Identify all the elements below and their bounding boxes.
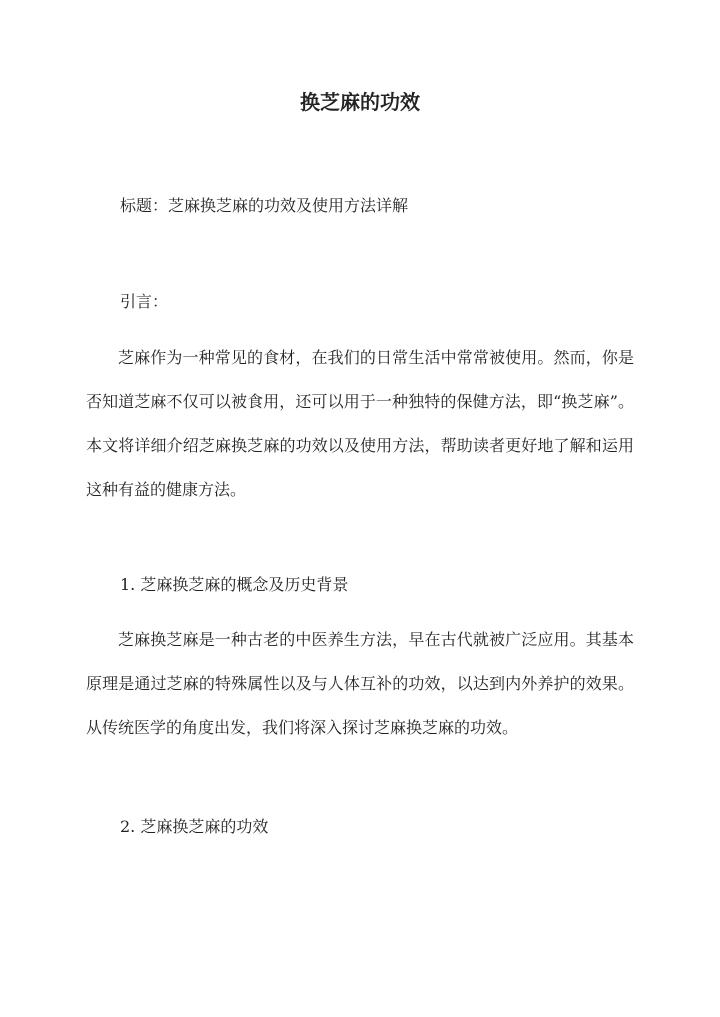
section-1-paragraph: 芝麻换芝麻是一种古老的中医养生方法，早在古代就被广泛应用。其基本原理是通过芝麻的特殊属性以及与人体互补的功效，以达到内外养护的效果。从传统医学的角度出发，我们将深入探讨芝麻换芝麻的功效。 xyxy=(86,630,634,737)
intro-paragraph: 芝麻作为一种常见的食材，在我们的日常生活中常常被使用。然而，你是否知道芝麻不仅可以被食用，还可以用于一种独特的保健方法，即“换芝麻”。本文将详细介绍芝麻换芝麻的功效以及使用方法，帮助读者更好地了解和运用这种有益的健康方法。 xyxy=(86,348,634,499)
section-2-heading: 2. 芝麻换芝麻的功效 xyxy=(120,817,269,836)
subtitle-line: 标题：芝麻换芝麻的功效及使用方法详解 xyxy=(120,196,409,215)
document-title: 换芝麻的功效 xyxy=(300,90,420,114)
section-1-heading: 1. 芝麻换芝麻的概念及历史背景 xyxy=(120,575,349,594)
intro-heading: 引言： xyxy=(120,292,169,311)
